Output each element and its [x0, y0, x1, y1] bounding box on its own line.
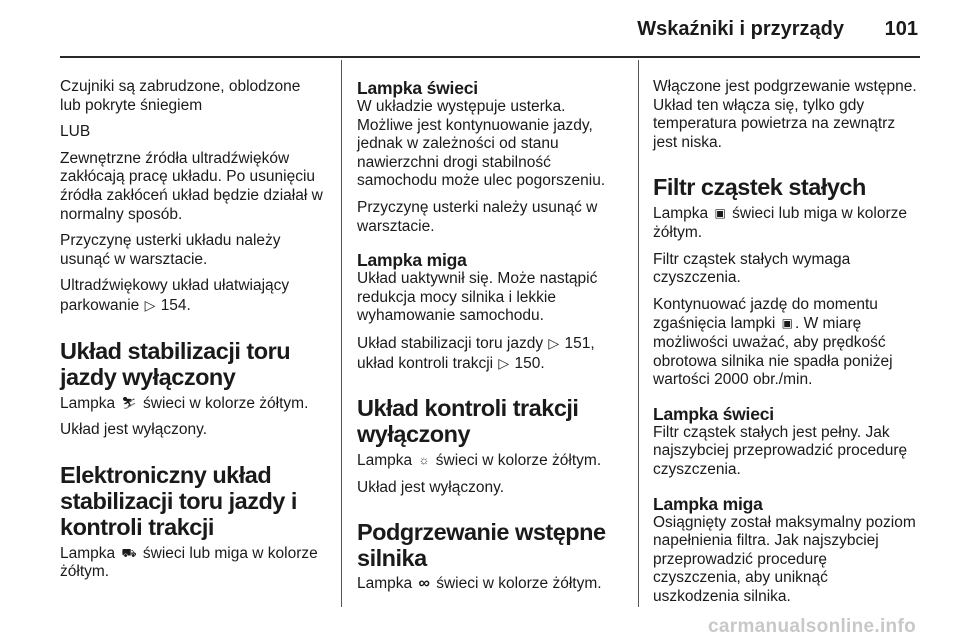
paragraph-text: . W miarę możliwości uważać, aby prędkość obrotowa silnika nie spadła poniżej wartości 2000 obr./min. — [653, 315, 893, 389]
paragraph: Przyczynę usterki należy usunąć w warsztacie. — [357, 198, 598, 235]
traction-off-icon: ☼ — [418, 453, 430, 468]
paragraph — [653, 296, 918, 390]
paragraph: Czujniki są zabrudzone, oblodzone lub pokryte śniegiem — [60, 78, 301, 114]
paragraph-text: Ultradźwiękowy układ ułatwiający parkowanie — [60, 277, 290, 314]
paragraph — [60, 394, 325, 414]
watermark: carmanualsonline.info — [708, 616, 916, 637]
paragraph-text: Lampka — [357, 452, 413, 470]
column-2 — [357, 78, 622, 602]
paragraph-text: świeci w kolorze żółtym. — [143, 394, 309, 412]
paragraph — [60, 544, 325, 582]
page-header — [60, 10, 920, 58]
paragraph-text: świeci w kolorze żółtym. — [436, 575, 602, 593]
page-reference-link[interactable]: 154. — [160, 296, 191, 314]
section-heading: Filtr cząstek stałych — [653, 174, 866, 201]
paragraph: Układ jest wyłączony. — [60, 421, 208, 439]
column-divider — [341, 60, 342, 607]
paragraph-text: Kontynuować jazdę do momentu zgaśnięcia lampki — [653, 295, 878, 333]
paragraph: Filtr cząstek stałych wymaga czyszczenia. — [653, 250, 851, 287]
paragraph-text: Lampka — [653, 205, 709, 223]
paragraph-text: Lampka — [60, 394, 116, 412]
paragraph: LUB — [60, 123, 91, 141]
column-divider — [638, 60, 639, 607]
particle-filter-icon: ▣ — [781, 316, 793, 331]
column-1 — [60, 78, 325, 590]
paragraph: W układzie występuje usterka. Możliwe jest kontynuowanie jazdy, jednak w zależności od stanu nawierzchni drogi stabilność samochodu może ulec pogorszeniu. — [357, 98, 606, 190]
particle-filter-icon: ▣ — [714, 206, 726, 221]
paragraph: Filtr cząstek stałych jest pełny. Jak najszybciej przeprowadzić procedurę czyszczenia. — [653, 423, 908, 478]
paragraph-text: Lampka — [60, 544, 116, 562]
paragraph-text: świeci lub miga w kolorze żółtym. — [60, 544, 318, 581]
paragraph — [653, 204, 918, 242]
paragraph: Włączone jest podgrzewanie wstępne. Układ ten włącza się, tylko gdy temperatura powietrza na zewnątrz jest niska. — [653, 78, 917, 151]
sub-heading: Lampka miga — [653, 493, 763, 514]
page-number: 101 — [884, 18, 918, 40]
section-heading: Układ kontroli trakcji wyłączony — [357, 395, 579, 448]
esc-icon: ⛟ — [121, 545, 137, 560]
paragraph-text: świeci lub miga w kolorze żółtym. — [653, 205, 907, 241]
paragraph — [60, 277, 325, 315]
paragraph: Układ jest wyłączony. — [357, 478, 505, 496]
paragraph: Zewnętrzne źródła ultradźwięków zakłócają pracę układu. Po usunięciu źródła zakłóceń układ będzie działał w normalny sposób. — [60, 149, 323, 223]
page-reference-link[interactable]: 150. — [514, 354, 545, 372]
sub-heading: Lampka miga — [357, 250, 467, 271]
paragraph — [357, 451, 622, 471]
paragraph-text: Lampka — [357, 575, 413, 593]
page-reference-icon: ▷ — [498, 354, 510, 371]
section-heading: Układ stabilizacji toru jazdy wyłączony — [60, 337, 291, 390]
sub-heading: Lampka świeci — [357, 78, 478, 98]
paragraph — [357, 575, 622, 594]
column-3 — [653, 78, 918, 614]
paragraph-text: świeci w kolorze żółtym. — [435, 452, 602, 470]
paragraph: Przyczynę usterki układu należy usunąć w warsztacie. — [60, 232, 281, 268]
paragraph — [357, 334, 622, 373]
page-reference-link[interactable]: 151, — [564, 334, 595, 352]
preheat-coil-icon: ∞ — [418, 575, 430, 593]
section-heading: Elektroniczny układ stabilizacji toru jazdy i kontroli trakcji — [60, 461, 297, 540]
paragraph: Osiągnięty został maksymalny poziom napełnienia filtra. Jak najszybciej przeprowadzić procedurę czyszczenia, aby uniknąć uszkodzenia silnika. — [653, 513, 916, 605]
sub-heading: Lampka świeci — [653, 403, 774, 424]
page-reference-icon: ▷ — [144, 296, 156, 313]
stability-off-icon: ⛷ — [121, 395, 137, 410]
page-reference-icon: ▷ — [548, 334, 560, 351]
section-heading: Podgrzewanie wstępne silnika — [357, 519, 606, 572]
paragraph: Układ uaktywnił się. Może nastąpić redukcja mocy silnika i lekkie wyhamowanie samochodu. — [357, 270, 598, 325]
header-title: Wskaźniki i przyrządy — [637, 18, 844, 40]
paragraph-text: Układ stabilizacji toru jazdy — [357, 334, 544, 352]
paragraph-text: układ kontroli trakcji — [357, 354, 494, 372]
